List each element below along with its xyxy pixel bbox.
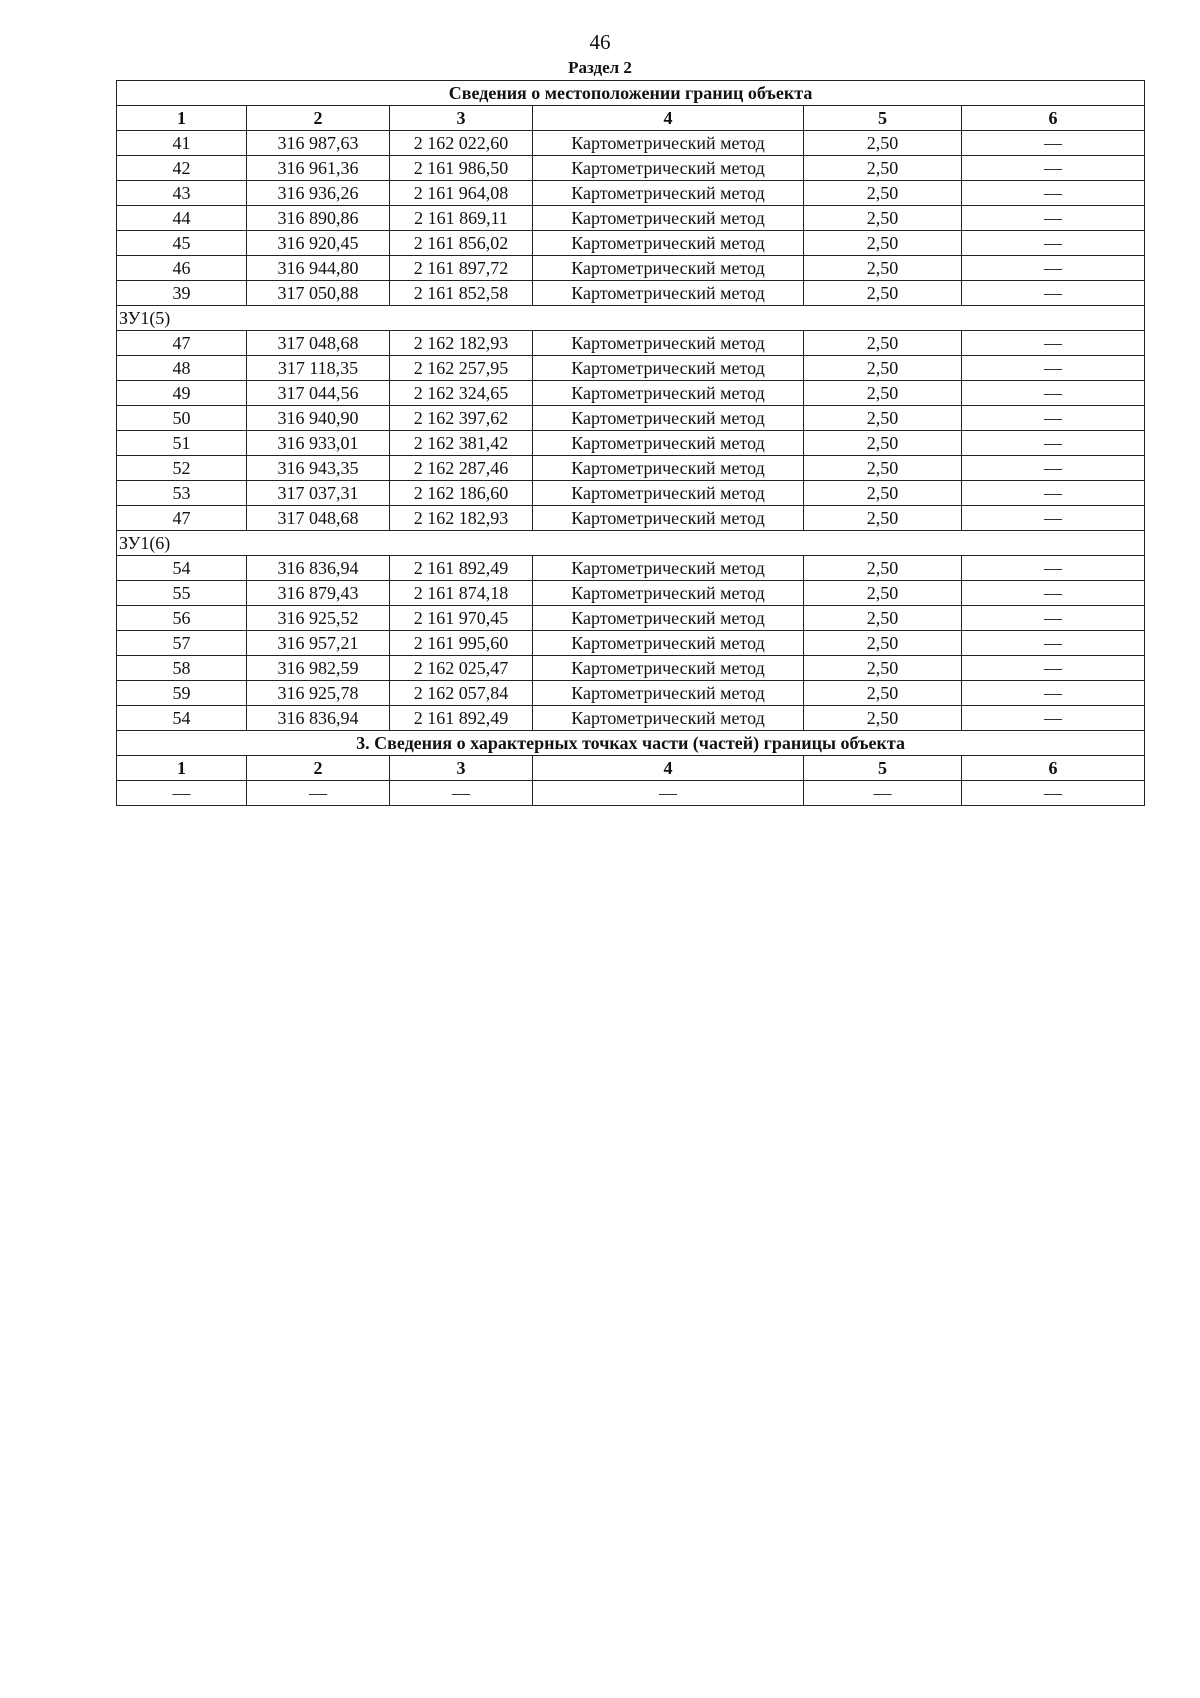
table-cell: 2 161 869,11	[390, 206, 533, 231]
table-cell: —	[962, 231, 1145, 256]
table-cell: 39	[117, 281, 247, 306]
table-cell: 57	[117, 631, 247, 656]
table-cell: 317 037,31	[247, 481, 390, 506]
table-row	[117, 631, 1145, 656]
table-cell: 316 933,01	[247, 431, 390, 456]
table-cell: 49	[117, 381, 247, 406]
table-cell: 2,50	[804, 156, 962, 181]
table-cell: 316 940,90	[247, 406, 390, 431]
table-cell: 2,50	[804, 556, 962, 581]
table-cell: 316 987,63	[247, 131, 390, 156]
table-row	[117, 281, 1145, 306]
table-cell: 316 936,26	[247, 181, 390, 206]
table-cell: 316 943,35	[247, 456, 390, 481]
table-cell: Картометрический метод	[533, 506, 804, 531]
table-cell: 56	[117, 606, 247, 631]
table-cell: 2,50	[804, 206, 962, 231]
table-cell: 2 161 897,72	[390, 256, 533, 281]
table-cell: —	[804, 781, 962, 806]
table-cell: Картометрический метод	[533, 156, 804, 181]
table-cell: Картометрический метод	[533, 581, 804, 606]
group-label-row	[117, 306, 1145, 331]
table-cell: 41	[117, 131, 247, 156]
table-caption: Сведения о местоположении границ объекта	[117, 81, 1145, 106]
table-cell: 2,50	[804, 181, 962, 206]
table-cell: 2,50	[804, 456, 962, 481]
table-cell: —	[962, 781, 1145, 806]
table-cell: 2 162 381,42	[390, 431, 533, 456]
table-cell: 47	[117, 331, 247, 356]
column-header: 2	[247, 756, 390, 781]
table-cell: 2 162 257,95	[390, 356, 533, 381]
table-cell: 2 162 025,47	[390, 656, 533, 681]
table-cell: 51	[117, 431, 247, 456]
table-cell: Картометрический метод	[533, 406, 804, 431]
table-cell: 2,50	[804, 281, 962, 306]
table-row	[117, 381, 1145, 406]
table-cell: 54	[117, 556, 247, 581]
table-row	[117, 556, 1145, 581]
table-row	[117, 706, 1145, 731]
section3-caption-row	[117, 731, 1145, 756]
table-cell: 316 879,43	[247, 581, 390, 606]
table-cell: Картометрический метод	[533, 631, 804, 656]
table-cell: Картометрический метод	[533, 381, 804, 406]
table-cell: —	[962, 581, 1145, 606]
table-row	[117, 356, 1145, 381]
table-cell: 316 836,94	[247, 706, 390, 731]
column-header: 4	[533, 106, 804, 131]
table-cell: —	[962, 456, 1145, 481]
column-header: 1	[117, 756, 247, 781]
table-caption-row	[117, 81, 1145, 106]
section3-row	[117, 781, 1145, 806]
table-cell: —	[962, 406, 1145, 431]
table-cell: 2,50	[804, 231, 962, 256]
table-cell: 2,50	[804, 681, 962, 706]
group-label: ЗУ1(5)	[117, 306, 1145, 331]
table-cell: 2,50	[804, 406, 962, 431]
table-row	[117, 181, 1145, 206]
table-cell: 2,50	[804, 131, 962, 156]
table-cell: 317 118,35	[247, 356, 390, 381]
table-cell: Картометрический метод	[533, 356, 804, 381]
table-row	[117, 131, 1145, 156]
table-cell: 45	[117, 231, 247, 256]
table-cell: 53	[117, 481, 247, 506]
table-cell: —	[962, 381, 1145, 406]
table-row	[117, 406, 1145, 431]
table-cell: 2 161 986,50	[390, 156, 533, 181]
column-header: 4	[533, 756, 804, 781]
table-cell: 50	[117, 406, 247, 431]
table-cell: Картометрический метод	[533, 131, 804, 156]
section-heading: Раздел 2	[568, 58, 632, 77]
column-header: 3	[390, 756, 533, 781]
table-cell: —	[962, 356, 1145, 381]
table-row	[117, 456, 1145, 481]
table-cell: —	[962, 281, 1145, 306]
table-cell: 2,50	[804, 656, 962, 681]
table-cell: 2 162 397,62	[390, 406, 533, 431]
table-cell: —	[962, 256, 1145, 281]
table-cell: —	[117, 781, 247, 806]
table-cell: 2 161 995,60	[390, 631, 533, 656]
table-cell: Картометрический метод	[533, 231, 804, 256]
table-cell: 316 890,86	[247, 206, 390, 231]
table-cell: 316 836,94	[247, 556, 390, 581]
table-cell: Картометрический метод	[533, 206, 804, 231]
column-header: 1	[117, 106, 247, 131]
table-cell: 55	[117, 581, 247, 606]
table-cell: 2 162 324,65	[390, 381, 533, 406]
table-cell: 2,50	[804, 356, 962, 381]
table-cell: —	[962, 481, 1145, 506]
table-cell: 2,50	[804, 581, 962, 606]
table-row	[117, 656, 1145, 681]
table-cell: 2 162 287,46	[390, 456, 533, 481]
table-cell: —	[962, 681, 1145, 706]
table-cell: —	[962, 556, 1145, 581]
table-cell: —	[390, 781, 533, 806]
table-cell: 316 925,52	[247, 606, 390, 631]
table-cell: 316 925,78	[247, 681, 390, 706]
table-cell: 2 162 182,93	[390, 506, 533, 531]
table-cell: 2 162 057,84	[390, 681, 533, 706]
table-cell: Картометрический метод	[533, 431, 804, 456]
table-cell: 2,50	[804, 481, 962, 506]
table-cell: 316 920,45	[247, 231, 390, 256]
table-cell: —	[962, 206, 1145, 231]
table-cell: 2 161 856,02	[390, 231, 533, 256]
table-cell: 2 162 186,60	[390, 481, 533, 506]
table-cell: —	[962, 606, 1145, 631]
table-cell: 44	[117, 206, 247, 231]
table-cell: —	[962, 631, 1145, 656]
table-cell: Картометрический метод	[533, 481, 804, 506]
table-cell: 2 161 964,08	[390, 181, 533, 206]
table-row	[117, 256, 1145, 281]
table-cell: Картометрический метод	[533, 281, 804, 306]
table-row	[117, 206, 1145, 231]
table-cell: 2,50	[804, 331, 962, 356]
table-cell: 317 044,56	[247, 381, 390, 406]
table-row	[117, 581, 1145, 606]
table-cell: Картометрический метод	[533, 181, 804, 206]
table-cell: —	[962, 181, 1145, 206]
table-cell: 2,50	[804, 706, 962, 731]
table-cell: 2,50	[804, 381, 962, 406]
section3-caption: 3. Сведения о характерных точках части (частей) границы объекта	[117, 731, 1145, 756]
table-cell: 48	[117, 356, 247, 381]
table-cell: 2 161 852,58	[390, 281, 533, 306]
table-cell: Картометрический метод	[533, 706, 804, 731]
table-cell: 58	[117, 656, 247, 681]
table-cell: 43	[117, 181, 247, 206]
table-cell: 2 162 182,93	[390, 331, 533, 356]
table-row	[117, 231, 1145, 256]
table-cell: —	[962, 656, 1145, 681]
column-header: 3	[390, 106, 533, 131]
table-row	[117, 331, 1145, 356]
table-cell: 316 957,21	[247, 631, 390, 656]
table-cell: Картометрический метод	[533, 331, 804, 356]
table-cell: 2,50	[804, 631, 962, 656]
table-cell: Картометрический метод	[533, 606, 804, 631]
group-label-row	[117, 531, 1145, 556]
table-cell: 59	[117, 681, 247, 706]
table-cell: 52	[117, 456, 247, 481]
table-cell: 317 050,88	[247, 281, 390, 306]
table-cell: 2 161 892,49	[390, 706, 533, 731]
table-cell: 316 944,80	[247, 256, 390, 281]
section3-header-row	[117, 756, 1145, 781]
table-cell: 2 161 874,18	[390, 581, 533, 606]
table-cell: Картометрический метод	[533, 256, 804, 281]
table-cell: 54	[117, 706, 247, 731]
boundary-table	[116, 80, 1145, 806]
table-row	[117, 506, 1145, 531]
table-cell: 42	[117, 156, 247, 181]
table-row	[117, 481, 1145, 506]
table-cell: 2 162 022,60	[390, 131, 533, 156]
table-cell: 2,50	[804, 256, 962, 281]
table-cell: —	[962, 431, 1145, 456]
table-cell: 47	[117, 506, 247, 531]
table-row	[117, 681, 1145, 706]
table-cell: —	[962, 706, 1145, 731]
column-header: 6	[962, 106, 1145, 131]
table-cell: Картометрический метод	[533, 556, 804, 581]
table-cell: Картометрический метод	[533, 656, 804, 681]
table-cell: —	[247, 781, 390, 806]
table-cell: 2,50	[804, 606, 962, 631]
table-row	[117, 606, 1145, 631]
column-header: 5	[804, 756, 962, 781]
table-cell: 316 961,36	[247, 156, 390, 181]
table-cell: —	[962, 331, 1145, 356]
table-cell: Картометрический метод	[533, 681, 804, 706]
table-row	[117, 156, 1145, 181]
table-cell: —	[962, 156, 1145, 181]
table-cell: —	[962, 131, 1145, 156]
table-cell: 2,50	[804, 431, 962, 456]
page-number: 46	[589, 30, 611, 54]
table-cell: 316 982,59	[247, 656, 390, 681]
column-header-row	[117, 106, 1145, 131]
column-header: 6	[962, 756, 1145, 781]
table-cell: 2 161 892,49	[390, 556, 533, 581]
table-cell: 2,50	[804, 506, 962, 531]
table-cell: —	[533, 781, 804, 806]
table-cell: 2 161 970,45	[390, 606, 533, 631]
table-cell: 317 048,68	[247, 331, 390, 356]
boundary-table-body	[117, 81, 1145, 806]
table-cell: 317 048,68	[247, 506, 390, 531]
column-header: 2	[247, 106, 390, 131]
group-label: ЗУ1(6)	[117, 531, 1145, 556]
table-row	[117, 431, 1145, 456]
table-cell: —	[962, 506, 1145, 531]
table-cell: 46	[117, 256, 247, 281]
column-header: 5	[804, 106, 962, 131]
table-cell: Картометрический метод	[533, 456, 804, 481]
